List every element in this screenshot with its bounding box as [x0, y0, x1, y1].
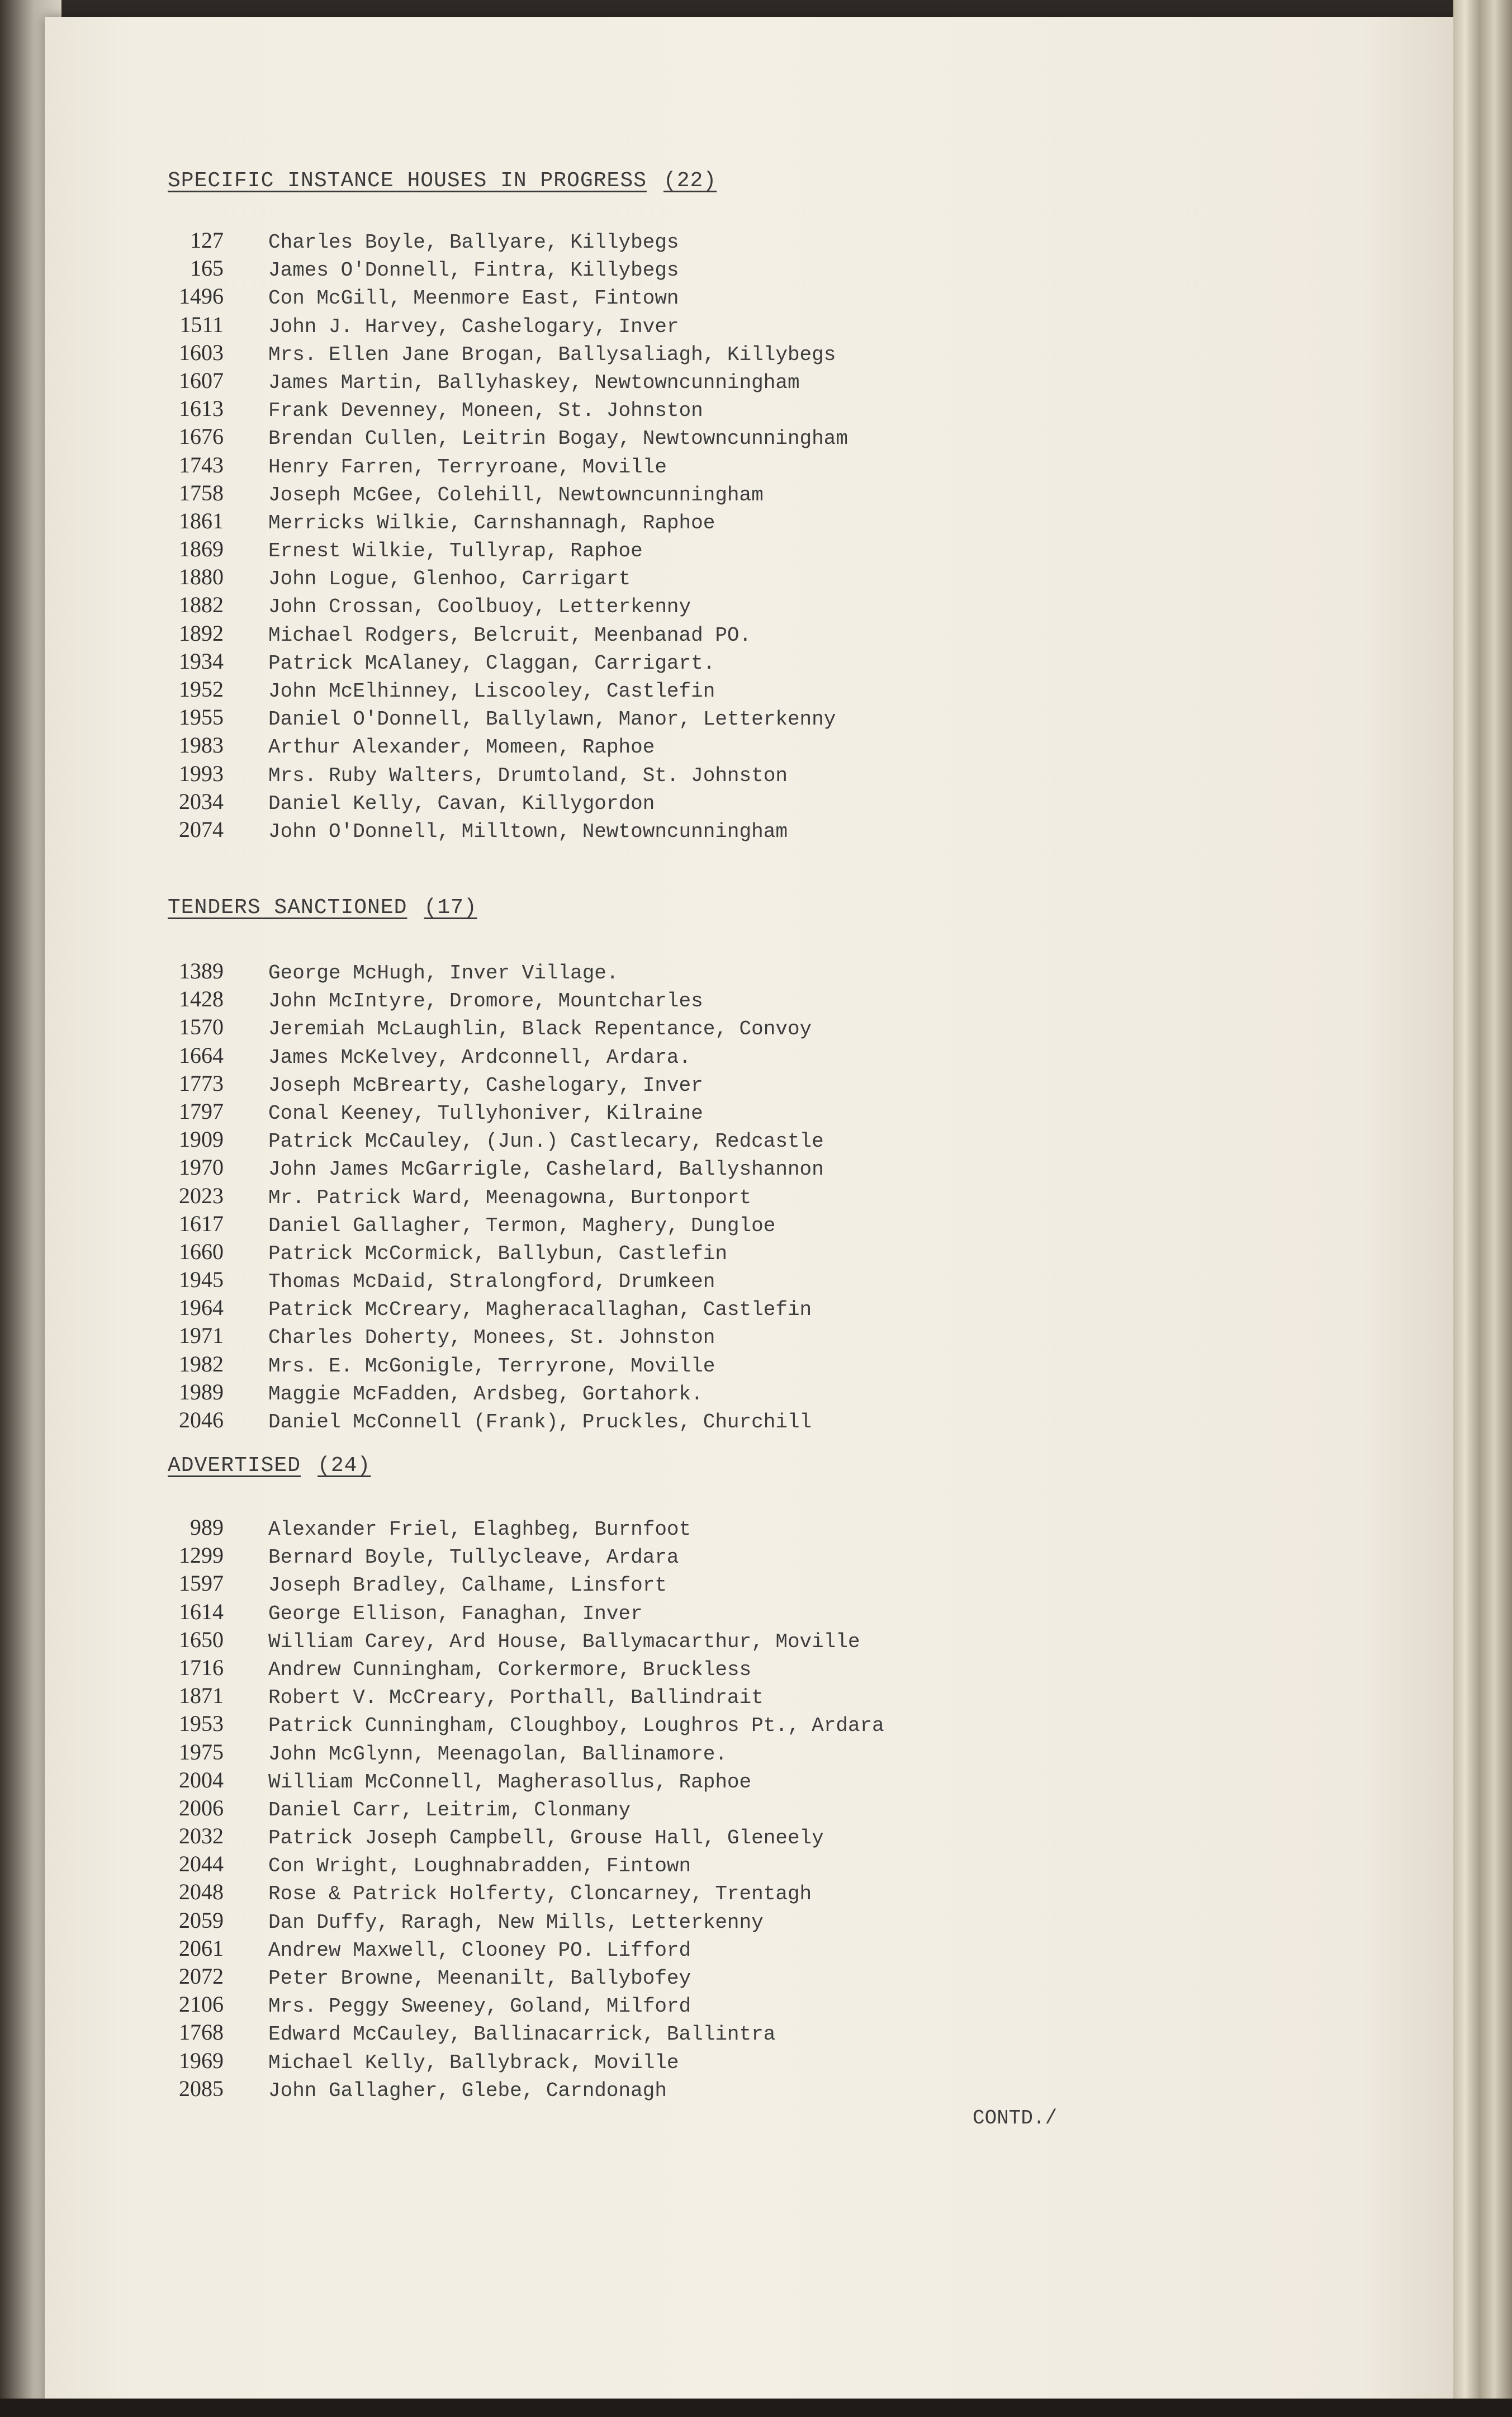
list-item	[157, 675, 848, 703]
applicant-name-address: George Ellison, Fanaghan, Inver	[268, 1602, 643, 1625]
reference-number: 1953	[179, 1711, 224, 1737]
list-item	[157, 1098, 824, 1125]
list-item	[157, 1210, 824, 1238]
applicant-name-address: Patrick McAlaney, Claggan, Carrigart.	[268, 651, 715, 675]
reference-number: 1993	[179, 760, 224, 786]
reference-number: 1971	[179, 1323, 224, 1349]
list-item	[157, 311, 848, 339]
applicant-name-address: John James McGarrigle, Cashelard, Ballyshannon	[268, 1158, 824, 1181]
list-item	[157, 226, 848, 254]
reference-number: 1982	[179, 1351, 224, 1377]
bottom-edge	[0, 2399, 1512, 2417]
list-item	[157, 1738, 884, 1766]
reference-number: 2004	[179, 1767, 224, 1792]
reference-number: 1389	[179, 958, 224, 983]
reference-number: 1869	[179, 536, 224, 562]
reference-number: 1882	[179, 592, 224, 618]
applicant-name-address: John Logue, Glenhoo, Carrigart	[268, 567, 631, 591]
list-item	[157, 1822, 884, 1850]
list-item	[157, 1766, 884, 1794]
applicant-name-address: Con Wright, Loughnabradden, Fintown	[268, 1855, 691, 1878]
applicant-name-address: Patrick McCreary, Magheracallaghan, Castlefin	[268, 1298, 812, 1322]
list-item	[157, 985, 824, 1013]
applicant-name-address: Patrick Joseph Campbell, Grouse Hall, Gleneely	[268, 1827, 824, 1850]
reference-number: 1607	[179, 367, 224, 393]
applicant-name-address: Con McGill, Meenmore East, Fintown	[268, 287, 679, 310]
reference-number: 2048	[179, 1879, 224, 1905]
reference-number: 1299	[179, 1543, 224, 1568]
list-item	[157, 1541, 884, 1569]
reference-number: 1511	[179, 311, 224, 337]
applicant-name-address: William Carey, Ard House, Ballymacarthur, Moville	[268, 1630, 860, 1653]
reference-number: 1983	[179, 732, 224, 758]
reference-number: 1975	[179, 1739, 224, 1765]
list-item	[157, 254, 848, 282]
applicant-name-address: Thomas McDaid, Stralongford, Drumkeen	[268, 1270, 715, 1294]
reference-number: 1758	[179, 480, 224, 505]
applicant-name-address: Michael Rodgers, Belcruit, Meenbanad PO.	[268, 623, 752, 647]
list-item	[157, 1238, 824, 1266]
reference-number: 1871	[179, 1683, 224, 1709]
applicant-name-address: William McConnell, Magherasollus, Raphoe	[268, 1770, 752, 1794]
list-item	[157, 1294, 824, 1322]
applicant-name-address: James McKelvey, Ardconnell, Ardara.	[268, 1046, 691, 1069]
list-item	[157, 1907, 884, 1934]
reference-number: 1773	[179, 1070, 224, 1096]
reference-number: 1955	[179, 704, 224, 730]
list-item	[157, 1934, 884, 1962]
reference-number: 1768	[179, 2019, 224, 2045]
applicant-name-address: Merricks Wilkie, Carnshannagh, Raphoe	[268, 511, 715, 535]
applicant-name-address: Patrick McCormick, Ballybun, Castlefin	[268, 1242, 727, 1265]
reference-number: 1664	[179, 1042, 224, 1068]
applicant-name-address: John McIntyre, Dromore, Mountcharles	[268, 990, 703, 1013]
list-item	[157, 1350, 824, 1378]
reference-number: 1970	[179, 1155, 224, 1180]
reference-number: 1952	[179, 677, 224, 702]
list-item	[157, 339, 848, 367]
applicant-name-address: John McGlynn, Meenagolan, Ballinamore.	[268, 1742, 727, 1766]
list-item	[157, 1598, 884, 1626]
applicant-name-address: Ernest Wilkie, Tullyrap, Raphoe	[268, 540, 643, 563]
applicant-name-address: Daniel Kelly, Cavan, Killygordon	[268, 792, 655, 815]
applicant-name-address: James Martin, Ballyhaskey, Newtowncunningham	[268, 371, 800, 394]
applicant-name-address: Mrs. Peggy Sweeney, Goland, Milford	[268, 1995, 691, 2018]
list-item	[157, 619, 848, 647]
applicant-name-address: Andrew Cunningham, Corkermore, Bruckless	[268, 1658, 752, 1681]
applicant-name-address: Mrs. E. McGonigle, Terryrone, Moville	[268, 1354, 715, 1378]
applicant-name-address: Joseph McBrearty, Cashelogary, Inver	[268, 1073, 703, 1097]
applicant-name-address: Alexander Friel, Elaghbeg, Burnfoot	[268, 1518, 691, 1541]
list-item	[157, 282, 848, 310]
list-item	[157, 1378, 824, 1406]
list-item	[157, 1878, 884, 1906]
reference-number: 1945	[179, 1267, 224, 1293]
applicant-name-address: Peter Browne, Meenanilt, Ballybofey	[268, 1967, 691, 1990]
list-item	[157, 507, 848, 535]
applicant-name-address: John J. Harvey, Cashelogary, Inver	[268, 315, 679, 338]
list-item	[157, 1322, 824, 1350]
list-item	[157, 563, 848, 591]
reference-number: 1861	[179, 508, 224, 533]
reference-number: 1964	[179, 1295, 224, 1321]
list-item	[157, 535, 848, 563]
applicant-name-address: Patrick McCauley, (Jun.) Castlecary, Redcastle	[268, 1130, 824, 1153]
list-item	[157, 1182, 824, 1210]
applicant-name-address: Arthur Alexander, Momeen, Raphoe	[268, 736, 655, 759]
reference-number: 2059	[179, 1907, 224, 1933]
applicant-name-address: Bernard Boyle, Tullycleave, Ardara	[268, 1546, 679, 1569]
reference-number: 1603	[179, 339, 224, 365]
applicant-name-address: Michael Kelly, Ballybrack, Moville	[268, 2051, 679, 2074]
reference-number: 1597	[179, 1571, 224, 1596]
list-item	[157, 1626, 884, 1654]
reference-number: 127	[190, 228, 224, 253]
book-binding-edge	[1453, 0, 1512, 2417]
list-item	[157, 1850, 884, 1878]
reference-number: 2085	[179, 2075, 224, 2101]
applicant-name-address: Charles Doherty, Monees, St. Johnston	[268, 1326, 715, 1350]
reference-number: 2072	[179, 1964, 224, 1989]
reference-number: 1570	[179, 1014, 224, 1040]
section-title: SPECIFIC INSTANCE HOUSES IN PROGRESS	[168, 169, 647, 193]
applicant-name-address: George McHugh, Inver Village.	[268, 962, 619, 985]
list-item	[157, 1962, 884, 1990]
applicant-name-address: Mr. Patrick Ward, Meenagowna, Burtonport	[268, 1186, 752, 1209]
section-heading-houses-in-progress	[168, 169, 717, 193]
list-item	[157, 423, 848, 451]
applicant-name-address: Charles Boyle, Ballyare, Killybegs	[268, 231, 679, 254]
reference-number: 165	[190, 256, 224, 281]
list-item	[157, 367, 848, 395]
list-item	[157, 1710, 884, 1738]
list-item	[157, 703, 848, 731]
reference-number: 1650	[179, 1626, 224, 1652]
reference-number: 1743	[179, 452, 224, 477]
applicant-name-address: Mrs. Ellen Jane Brogan, Ballysaliagh, Killybegs	[268, 343, 836, 366]
applicant-name-address: Edward McCauley, Ballinacarrick, Ballintra	[268, 2023, 776, 2046]
applicant-name-address: John O'Donnell, Milltown, Newtowncunningham	[268, 820, 788, 843]
reference-number: 1676	[179, 424, 224, 450]
applicant-name-address: Mrs. Ruby Walters, Drumtoland, St. Johnston	[268, 764, 788, 787]
reference-number: 2106	[179, 1992, 224, 2017]
reference-number: 2034	[179, 788, 224, 814]
applicant-name-address: Patrick Cunningham, Cloughboy, Loughros Pt., Ardara	[268, 1714, 884, 1738]
list-item	[157, 1013, 824, 1041]
reference-number: 2044	[179, 1851, 224, 1877]
section-heading-advertised	[168, 1454, 371, 1478]
section-count: (22)	[663, 169, 717, 193]
applicant-name-address: John McElhinney, Liscooley, Castlefin	[268, 680, 715, 703]
applicant-name-address: James O'Donnell, Fintra, Killybegs	[268, 259, 679, 282]
applicant-name-address: Maggie McFadden, Ardsbeg, Gortahork.	[268, 1382, 703, 1406]
list-item	[157, 1406, 824, 1434]
entry-list-advertised	[157, 1513, 884, 2103]
list-item	[157, 647, 848, 675]
reference-number: 989	[190, 1515, 224, 1540]
applicant-name-address: Andrew Maxwell, Clooney PO. Lifford	[268, 1938, 691, 1962]
reference-number: 1614	[179, 1598, 224, 1624]
reference-number: 1969	[179, 2047, 224, 2073]
reference-number: 1613	[179, 396, 224, 422]
reference-number: 1880	[179, 564, 224, 590]
list-item	[157, 1266, 824, 1294]
reference-number: 2046	[179, 1407, 224, 1432]
continued-marker: CONTD./	[973, 2107, 1058, 2130]
section-count: (24)	[317, 1454, 371, 1478]
list-item	[157, 591, 848, 619]
applicant-name-address: Conal Keeney, Tullyhoniver, Kilraine	[268, 1101, 703, 1125]
list-item	[157, 2075, 884, 2103]
reference-number: 1716	[179, 1654, 224, 1680]
applicant-name-address: Daniel Carr, Leitrim, Clonmany	[268, 1798, 631, 1822]
list-item	[157, 1654, 884, 1682]
list-item	[157, 1513, 884, 1541]
applicant-name-address: John Crossan, Coolbuoy, Letterkenny	[268, 595, 691, 619]
reference-number: 1934	[179, 648, 224, 674]
section-title: ADVERTISED	[168, 1454, 301, 1478]
reference-number: 2032	[179, 1823, 224, 1849]
entry-list-houses-in-progress	[157, 226, 848, 844]
list-item	[157, 788, 848, 816]
entry-list-tenders-sanctioned	[157, 957, 824, 1434]
list-item	[157, 479, 848, 507]
reference-number: 1496	[179, 283, 224, 309]
applicant-name-address: Dan Duffy, Raragh, New Mills, Letterkenny	[268, 1910, 764, 1934]
applicant-name-address: Brendan Cullen, Leitrin Bogay, Newtowncunningham	[268, 427, 848, 451]
reference-number: 1892	[179, 620, 224, 646]
list-item	[157, 395, 848, 423]
reference-number: 1428	[179, 986, 224, 1012]
applicant-name-address: Daniel Gallagher, Termon, Maghery, Dungloe	[268, 1214, 776, 1237]
applicant-name-address: Robert V. McCreary, Porthall, Ballindrait	[268, 1686, 764, 1710]
reference-number: 1617	[179, 1210, 224, 1236]
applicant-name-address: Jeremiah McLaughlin, Black Repentance, Convoy	[268, 1018, 812, 1041]
list-item	[157, 1794, 884, 1822]
section-title: TENDERS SANCTIONED	[168, 896, 407, 920]
reference-number: 1797	[179, 1098, 224, 1124]
section-heading-tenders-sanctioned	[168, 896, 477, 920]
applicant-name-address: Joseph McGee, Colehill, Newtowncunningham	[268, 483, 764, 507]
reference-number: 1660	[179, 1238, 224, 1264]
applicant-name-address: Henry Farren, Terryroane, Moville	[268, 455, 667, 479]
list-item	[157, 1070, 824, 1098]
list-item	[157, 451, 848, 479]
list-item	[157, 2047, 884, 2075]
list-item	[157, 731, 848, 759]
reference-number: 2061	[179, 1935, 224, 1961]
applicant-name-address: John Gallagher, Glebe, Carndonagh	[268, 2079, 667, 2102]
list-item	[157, 1153, 824, 1181]
reference-number: 2074	[179, 816, 224, 842]
list-item	[157, 1990, 884, 2018]
applicant-name-address: Joseph Bradley, Calhame, Linsfort	[268, 1574, 667, 1597]
reference-number: 2006	[179, 1795, 224, 1820]
section-count: (17)	[424, 896, 477, 920]
list-item	[157, 1682, 884, 1710]
list-item	[157, 1042, 824, 1070]
reference-number: 2023	[179, 1183, 224, 1208]
applicant-name-address: Daniel McConnell (Frank), Pruckles, Churchill	[268, 1411, 812, 1434]
applicant-name-address: Daniel O'Donnell, Ballylawn, Manor, Letterkenny	[268, 708, 836, 731]
list-item	[157, 1125, 824, 1153]
applicant-name-address: Rose & Patrick Holferty, Cloncarney, Trentagh	[268, 1882, 812, 1906]
applicant-name-address: Frank Devenney, Moneen, St. Johnston	[268, 399, 703, 423]
list-item	[157, 816, 848, 844]
reference-number: 1909	[179, 1127, 224, 1152]
list-item	[157, 760, 848, 788]
reference-number: 1989	[179, 1379, 224, 1404]
list-item	[157, 2018, 884, 2046]
list-item	[157, 957, 824, 985]
list-item	[157, 1569, 884, 1597]
